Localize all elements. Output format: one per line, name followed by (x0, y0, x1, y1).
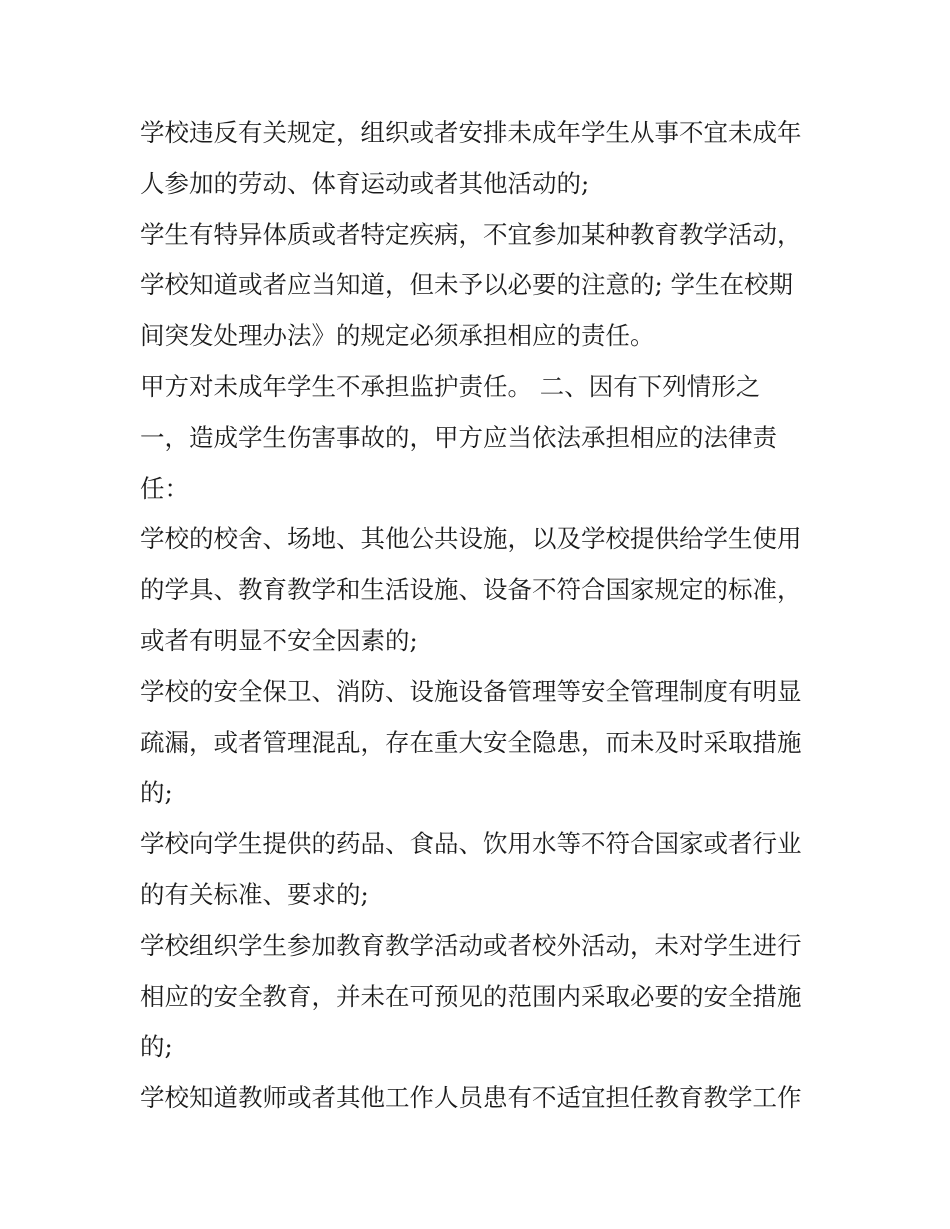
text-line: 任： (140, 473, 189, 503)
text-line: 学校的安全保卫、消防、设施设备管理等安全管理制度有明显 (140, 676, 802, 706)
text-line: 学生有特异体质或者特定疾病，不宜参加某种教育教学活动， (140, 219, 802, 249)
text-line: 的有关标准、要求的; (140, 879, 369, 909)
text-line: 学校知道教师或者其他工作人员患有不适宜担任教育教学工作 (140, 1083, 802, 1113)
text-line: 学校组织学生参加教育教学活动或者校外活动，未对学生进行 (140, 930, 802, 960)
text-line: 间突发处理办法》的规定必须承担相应的责任。 (140, 321, 655, 351)
document-body (140, 108, 840, 1124)
text-line: 或者有明显不安全因素的; (140, 625, 418, 655)
text-line: 人参加的劳动、体育运动或者其他活动的; (140, 168, 590, 198)
text-line: 学校知道或者应当知道，但未予以必要的注意的; 学生在校期 (140, 270, 794, 300)
text-line: 疏漏，或者管理混乱，存在重大安全隐患，而未及时采取措施 (140, 727, 802, 757)
text-line: 一，造成学生伤害事故的，甲方应当依法承担相应的法律责 (140, 422, 777, 452)
text-line: 相应的安全教育，并未在可预见的范围内采取必要的安全措施 (140, 981, 802, 1011)
text-line: 学校向学生提供的药品、食品、饮用水等不符合国家或者行业 (140, 829, 802, 859)
text-line: 甲方对未成年学生不承担监护责任。 二、因有下列情形之 (140, 371, 761, 401)
text-line: 学校的校舍、场地、其他公共设施，以及学校提供给学生使用 (140, 524, 802, 554)
text-line: 的; (140, 1032, 173, 1062)
text-line: 学校违反有关规定，组织或者安排未成年学生从事不宜未成年 (140, 118, 802, 147)
text-line: 的; (140, 778, 173, 808)
text-line: 的学具、教育教学和生活设施、设备不符合国家规定的标准， (140, 575, 802, 605)
